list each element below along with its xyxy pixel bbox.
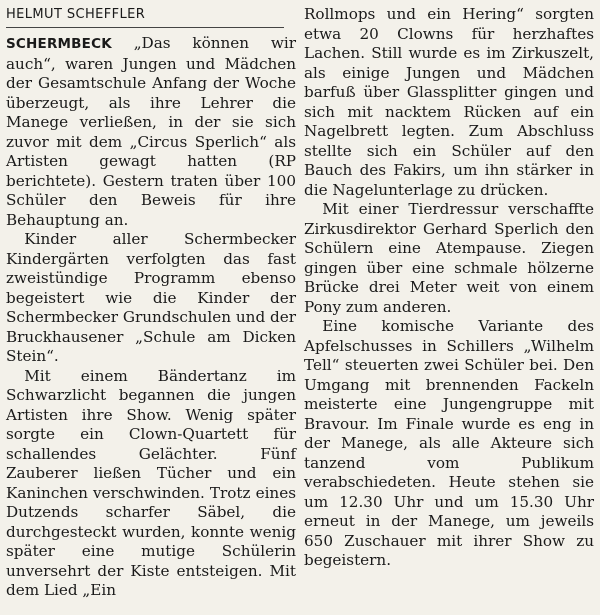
paragraph-2: Kinder aller Schermbecker Kindergärten verfolgten das fast zweistündige Programm ebenso begeistert wie die Kinder der Schermbecker Grundschulen und der Bruckhausener „Schule am Dicken Stein“. xyxy=(6,230,296,365)
dateline: SCHERMBECK xyxy=(6,36,112,52)
paragraph-1 xyxy=(6,34,296,230)
paragraph-6: Eine komische Variante des Apfelschusses in Schillers „Wilhelm Tell“ steuerten zwei Schüler bei. Den Umgang mit brennenden Fackeln meisterte eine Jungengruppe mit Bravour. Im Finale wurde es eng in der Manege, als alle Akteure sich tanzend vom Publikum verabschiedeten. Heute stehen sie um 12.30 Uhr und um 15.30 Uhr erneut in der Manege, um jeweils 650 Zuschauer mit ihrer Show zu begeistern. xyxy=(304,317,594,569)
author-byline: HELMUT SCHEFFLER xyxy=(6,5,284,28)
article-columns xyxy=(6,5,594,601)
paragraph-3: Mit einem Bändertanz im Schwarzlicht begannen die jungen Artisten ihre Show. Wenig später sorgte ein Clown-Quartett für schallendes Gelächter. Fünf Zauberer ließen Tücher und ein Kaninchen verschwinden. Trotz eines Dutzends scharfer Säbel, die durchgesteckt wurden, konnte wenig später eine mutige Schülerin unversehrt der Kiste entsteigen. Mit dem Lied „Ein xyxy=(6,366,296,599)
paragraph-5: Mit einer Tierdressur verschaffte Zirkusdirektor Gerhard Sperlich den Schülern eine Atempause. Ziegen gingen über eine schmale hölzerne Brücke drei Meter weit von einem Pony zum anderen. xyxy=(304,200,594,316)
column-left xyxy=(6,5,296,601)
paragraph-4: Rollmops und ein Hering“ sorgten etwa 20 Clowns für herzhaftes Lachen. Still wurde es im Zirkuszelt, als einige Jungen und Mädchen barfuß über Glassplitter gingen und sich mit nacktem Rücken auf ein Nagelbrett legten. Zum Abschluss stellte sich ein Schüler auf den Bauch des Fakirs, um ihn stärker in die Nagelunterlage zu drücken. xyxy=(304,5,594,199)
column-right xyxy=(304,5,594,601)
paragraph-1-text: „Das können wir auch“, waren Jungen und Mädchen der Gesamtschule Anfang der Woche überzeugt, als ihre Lehrer die Manege verließen, in der sie sich zuvor mit dem „Circus Sperlich“ als Artisten gewagt hatten (RP berichtete). Gestern traten über 100 Schüler den Beweis für ihre Behauptung an. xyxy=(6,34,296,229)
